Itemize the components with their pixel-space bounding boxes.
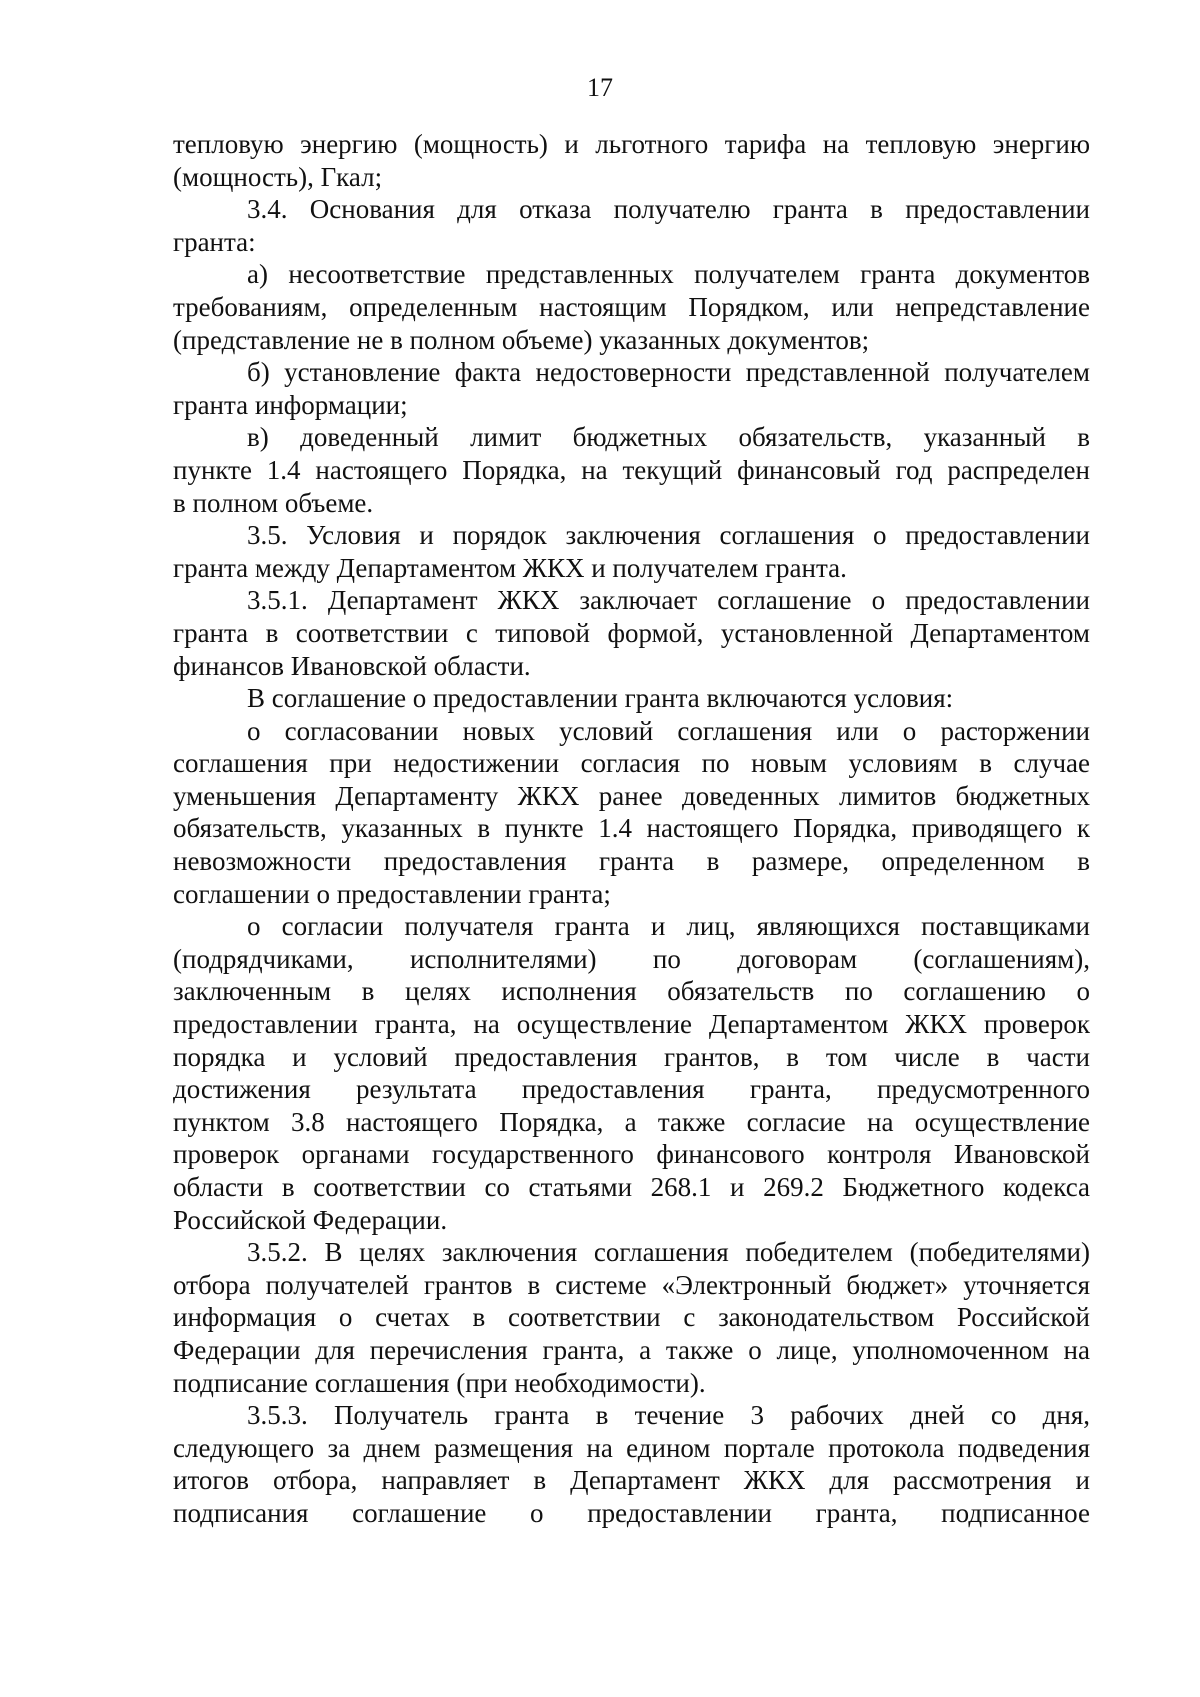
text-line: о согласии получателя гранта и лиц, являющихся поставщиками [247, 911, 1090, 942]
text-line: пункте 1.4 настоящего Порядка, на текущий финансовый год распределен [173, 454, 1090, 485]
paragraph [173, 128, 1090, 193]
text-line: (подрядчиками, исполнителями) по договорам (соглашениям), [173, 943, 1090, 974]
text-line: соглашении о предоставлении гранта; [173, 878, 611, 909]
text-line: тепловую энергию (мощность) и льготного тарифа на тепловую энергию [173, 129, 1090, 159]
text-line: требованиям, определенным настоящим Порядком, или непредставление [173, 291, 1090, 322]
text-line: области в соответствии со статьями 268.1 и 269.2 Бюджетного кодекса [173, 1172, 1090, 1202]
text-line: гранта информации; [173, 389, 408, 420]
text-line: отбора получателей грантов в системе «Электронный бюджет» уточняется [173, 1269, 1090, 1300]
text-line: следующего за днем размещения на едином портале протокола подведения [173, 1432, 1090, 1463]
text-line: 3.5.3. Получатель гранта в течение 3 рабочих дней со дня, [247, 1400, 1090, 1431]
text-line: пунктом 3.8 настоящего Порядка, а также согласие на осуществление [173, 1106, 1090, 1137]
text-line: информация о счетах в соответствии с законодательством Российской [173, 1302, 1090, 1333]
paragraph [173, 519, 1090, 584]
paragraph [173, 910, 1090, 1236]
paragraph [173, 421, 1090, 519]
text-line: подписание соглашения (при необходимости). [173, 1367, 706, 1398]
text-line: в) доведенный лимит бюджетных обязательств, указанный в [247, 422, 1090, 453]
text-line: 3.5.1. Департамент ЖКХ заключает соглашение о предоставлении [247, 585, 1090, 616]
document-body [173, 128, 1090, 1530]
text-line: б) установление факта недостоверности представленной получателем [247, 357, 1090, 388]
paragraph [173, 584, 1090, 682]
text-line: Российской Федерации. [173, 1204, 448, 1235]
text-line: заключенным в целях исполнения обязательств по соглашению о [173, 976, 1090, 1007]
text-line: (мощность), Гкал; [173, 161, 383, 192]
text-line: а) несоответствие представленных получателем гранта документов [247, 259, 1090, 290]
text-line: В соглашение о предоставлении гранта включаются условия: [247, 683, 954, 714]
paragraph [173, 1236, 1090, 1399]
text-line: 3.5. Условия и порядок заключения соглашения о предоставлении [247, 520, 1090, 551]
text-line: (представление не в полном объеме) указанных документов; [173, 324, 870, 355]
paragraph [173, 715, 1090, 911]
paragraph [173, 193, 1090, 258]
paragraph [173, 1399, 1090, 1529]
paragraph [173, 258, 1090, 356]
text-line: 3.4. Основания для отказа получателю гранта в предоставлении [247, 194, 1090, 225]
page-number: 17 [587, 73, 613, 102]
text-line: гранта: [173, 226, 256, 257]
text-line: финансов Ивановской области. [173, 650, 531, 681]
paragraph [173, 682, 1090, 715]
text-line: гранта между Департаментом ЖКХ и получателем гранта. [173, 552, 847, 583]
text-line: обязательств, указанных в пункте 1.4 настоящего Порядка, приводящего к [173, 813, 1090, 844]
text-line: в полном объеме. [173, 487, 374, 518]
text-line: 3.5.2. В целях заключения соглашения победителем (победителями) [247, 1237, 1090, 1268]
text-line: невозможности предоставления гранта в размере, определенном в [173, 846, 1090, 877]
text-line: о согласовании новых условий соглашения или о расторжении [247, 715, 1090, 746]
text-line: Федерации для перечисления гранта, а также о лице, уполномоченном на [173, 1334, 1090, 1365]
paragraph [173, 356, 1090, 421]
text-line: проверок органами государственного финансового контроля Ивановской [173, 1139, 1090, 1170]
text-line: гранта в соответствии с типовой формой, установленной Департаментом [173, 617, 1090, 648]
text-line: достижения результата предоставления гранта, предусмотренного [173, 1074, 1090, 1105]
text-line: итогов отбора, направляет в Департамент ЖКХ для рассмотрения и [173, 1465, 1090, 1496]
text-line: порядка и условий предоставления грантов, в том числе в части [173, 1041, 1090, 1072]
text-line: предоставлении гранта, на осуществление Департаментом ЖКХ проверок [173, 1009, 1090, 1040]
text-line: соглашения при недостижении согласия по новым условиям в случае [173, 748, 1090, 779]
text-line: подписания соглашение о предоставлении гранта, подписанное [173, 1497, 1090, 1528]
text-line: уменьшения Департаменту ЖКХ ранее доведенных лимитов бюджетных [173, 780, 1090, 811]
